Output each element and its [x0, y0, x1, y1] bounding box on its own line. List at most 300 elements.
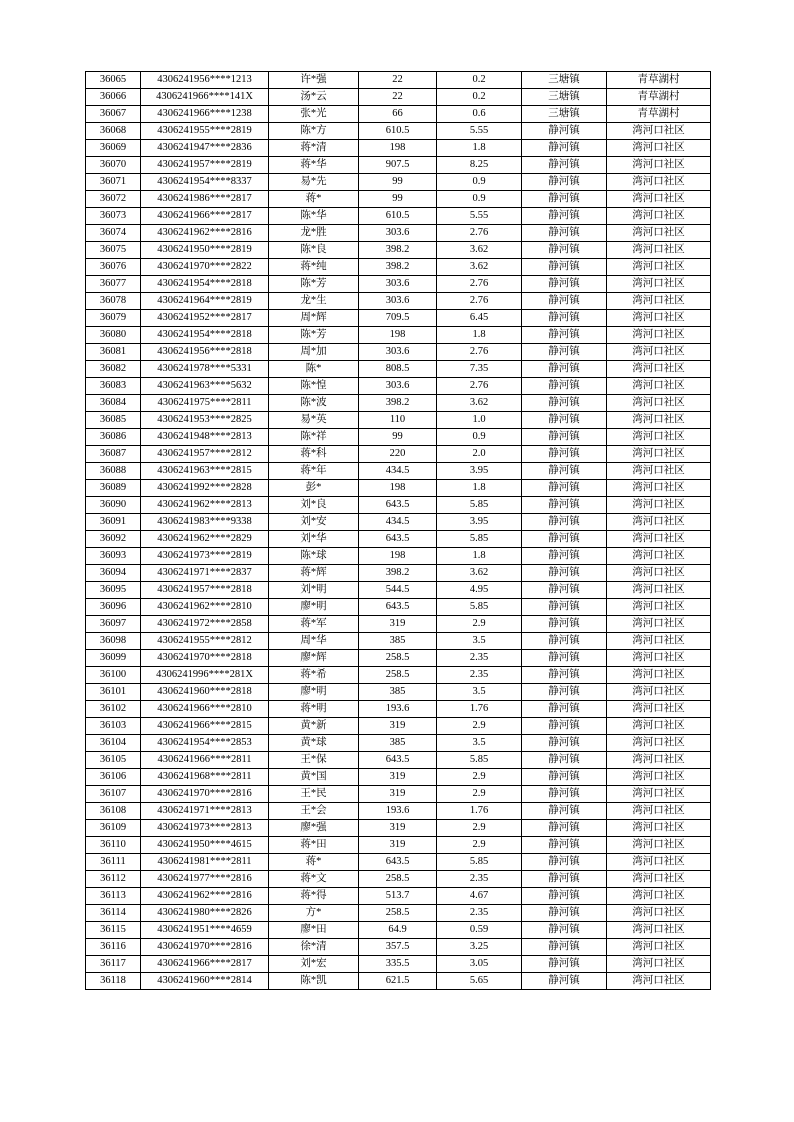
village-cell: 湾河口社区	[607, 956, 711, 973]
village-cell: 青草湖村	[607, 89, 711, 106]
name-cell: 许*强	[269, 72, 359, 89]
table-row	[86, 633, 711, 650]
name-cell: 张*光	[269, 106, 359, 123]
amount-cell: 385	[359, 684, 437, 701]
subsidy-cell: 4.67	[437, 888, 522, 905]
table-row	[86, 837, 711, 854]
seq-cell: 36065	[86, 72, 141, 89]
subsidy-cell: 1.8	[437, 480, 522, 497]
seq-cell: 36096	[86, 599, 141, 616]
amount-cell: 398.2	[359, 242, 437, 259]
name-cell: 蒋*科	[269, 446, 359, 463]
table-row	[86, 650, 711, 667]
subsidy-cell: 2.35	[437, 905, 522, 922]
seq-cell: 36068	[86, 123, 141, 140]
amount-cell: 319	[359, 820, 437, 837]
village-cell: 湾河口社区	[607, 259, 711, 276]
id-number-cell: 4306241966****2817	[141, 956, 269, 973]
subsidy-cell: 0.9	[437, 174, 522, 191]
subsidy-cell: 0.9	[437, 191, 522, 208]
village-cell: 湾河口社区	[607, 293, 711, 310]
table-row	[86, 582, 711, 599]
id-number-cell: 4306241957****2819	[141, 157, 269, 174]
name-cell: 周*华	[269, 633, 359, 650]
seq-cell: 36112	[86, 871, 141, 888]
id-number-cell: 4306241966****141X	[141, 89, 269, 106]
town-cell: 静河镇	[522, 446, 607, 463]
name-cell: 陈*凯	[269, 973, 359, 990]
name-cell: 黄*国	[269, 769, 359, 786]
seq-cell: 36107	[86, 786, 141, 803]
subsidy-cell: 0.6	[437, 106, 522, 123]
amount-cell: 643.5	[359, 752, 437, 769]
subsidy-cell: 5.85	[437, 531, 522, 548]
table-row	[86, 395, 711, 412]
town-cell: 静河镇	[522, 225, 607, 242]
seq-cell: 36075	[86, 242, 141, 259]
town-cell: 静河镇	[522, 939, 607, 956]
town-cell: 静河镇	[522, 650, 607, 667]
amount-cell: 610.5	[359, 208, 437, 225]
name-cell: 蒋*年	[269, 463, 359, 480]
subsidy-cell: 2.9	[437, 786, 522, 803]
amount-cell: 319	[359, 769, 437, 786]
town-cell: 静河镇	[522, 599, 607, 616]
table-row	[86, 854, 711, 871]
amount-cell: 193.6	[359, 701, 437, 718]
village-cell: 湾河口社区	[607, 565, 711, 582]
name-cell: 汤*云	[269, 89, 359, 106]
table-row	[86, 276, 711, 293]
table-row	[86, 667, 711, 684]
amount-cell: 398.2	[359, 565, 437, 582]
town-cell: 静河镇	[522, 191, 607, 208]
seq-cell: 36104	[86, 735, 141, 752]
amount-cell: 434.5	[359, 514, 437, 531]
table-row	[86, 820, 711, 837]
amount-cell: 258.5	[359, 905, 437, 922]
id-number-cell: 4306241963****2815	[141, 463, 269, 480]
subsidy-cell: 2.9	[437, 616, 522, 633]
subsidy-cell: 3.95	[437, 463, 522, 480]
town-cell: 静河镇	[522, 735, 607, 752]
table-row	[86, 888, 711, 905]
subsidy-cell: 0.9	[437, 429, 522, 446]
id-number-cell: 4306241966****2811	[141, 752, 269, 769]
village-cell: 湾河口社区	[607, 531, 711, 548]
village-cell: 湾河口社区	[607, 803, 711, 820]
name-cell: 周*辉	[269, 310, 359, 327]
village-cell: 湾河口社区	[607, 701, 711, 718]
table-row	[86, 174, 711, 191]
id-number-cell: 4306241955****2812	[141, 633, 269, 650]
subsidy-cell: 7.35	[437, 361, 522, 378]
village-cell: 湾河口社区	[607, 871, 711, 888]
village-cell: 湾河口社区	[607, 429, 711, 446]
subsidy-cell: 3.5	[437, 735, 522, 752]
village-cell: 湾河口社区	[607, 157, 711, 174]
town-cell: 静河镇	[522, 786, 607, 803]
amount-cell: 64.9	[359, 922, 437, 939]
table-row	[86, 786, 711, 803]
id-number-cell: 4306241956****2818	[141, 344, 269, 361]
amount-cell: 385	[359, 735, 437, 752]
amount-cell: 220	[359, 446, 437, 463]
village-cell: 湾河口社区	[607, 599, 711, 616]
subsidy-cell: 3.62	[437, 259, 522, 276]
village-cell: 湾河口社区	[607, 854, 711, 871]
id-number-cell: 4306241966****1238	[141, 106, 269, 123]
table-row	[86, 480, 711, 497]
village-cell: 湾河口社区	[607, 786, 711, 803]
amount-cell: 621.5	[359, 973, 437, 990]
town-cell: 静河镇	[522, 497, 607, 514]
table-row	[86, 225, 711, 242]
town-cell: 静河镇	[522, 293, 607, 310]
name-cell: 陈*	[269, 361, 359, 378]
town-cell: 静河镇	[522, 752, 607, 769]
id-number-cell: 4306241953****2825	[141, 412, 269, 429]
seq-cell: 36086	[86, 429, 141, 446]
subsidy-cell: 5.85	[437, 752, 522, 769]
id-number-cell: 4306241957****2812	[141, 446, 269, 463]
town-cell: 静河镇	[522, 633, 607, 650]
id-number-cell: 4306241972****2858	[141, 616, 269, 633]
town-cell: 静河镇	[522, 140, 607, 157]
village-cell: 湾河口社区	[607, 973, 711, 990]
name-cell: 刘*安	[269, 514, 359, 531]
table-row	[86, 72, 711, 89]
name-cell: 蒋*辉	[269, 565, 359, 582]
town-cell: 静河镇	[522, 327, 607, 344]
table-row	[86, 378, 711, 395]
name-cell: 蒋*纯	[269, 259, 359, 276]
amount-cell: 198	[359, 480, 437, 497]
name-cell: 彭*	[269, 480, 359, 497]
subsidy-cell: 0.59	[437, 922, 522, 939]
table-row	[86, 463, 711, 480]
amount-cell: 643.5	[359, 531, 437, 548]
town-cell: 静河镇	[522, 871, 607, 888]
name-cell: 陈*芳	[269, 276, 359, 293]
seq-cell: 36077	[86, 276, 141, 293]
name-cell: 蒋*田	[269, 837, 359, 854]
seq-cell: 36078	[86, 293, 141, 310]
table-row	[86, 361, 711, 378]
town-cell: 静河镇	[522, 565, 607, 582]
subsidy-cell: 3.62	[437, 242, 522, 259]
amount-cell: 198	[359, 140, 437, 157]
name-cell: 黄*新	[269, 718, 359, 735]
name-cell: 刘*宏	[269, 956, 359, 973]
town-cell: 静河镇	[522, 480, 607, 497]
id-number-cell: 4306241981****2811	[141, 854, 269, 871]
subsidy-cell: 0.2	[437, 72, 522, 89]
village-cell: 湾河口社区	[607, 344, 711, 361]
town-cell: 静河镇	[522, 514, 607, 531]
seq-cell: 36106	[86, 769, 141, 786]
seq-cell: 36100	[86, 667, 141, 684]
id-number-cell: 4306241970****2816	[141, 939, 269, 956]
seq-cell: 36097	[86, 616, 141, 633]
table-body	[86, 72, 711, 990]
id-number-cell: 4306241971****2837	[141, 565, 269, 582]
table-row	[86, 344, 711, 361]
amount-cell: 303.6	[359, 378, 437, 395]
table-row	[86, 922, 711, 939]
seq-cell: 36090	[86, 497, 141, 514]
amount-cell: 709.5	[359, 310, 437, 327]
id-number-cell: 4306241962****2813	[141, 497, 269, 514]
table-row	[86, 718, 711, 735]
amount-cell: 99	[359, 429, 437, 446]
village-cell: 湾河口社区	[607, 361, 711, 378]
village-cell: 湾河口社区	[607, 174, 711, 191]
amount-cell: 385	[359, 633, 437, 650]
town-cell: 静河镇	[522, 463, 607, 480]
town-cell: 静河镇	[522, 973, 607, 990]
seq-cell: 36110	[86, 837, 141, 854]
table-row	[86, 973, 711, 990]
town-cell: 静河镇	[522, 208, 607, 225]
name-cell: 陈*华	[269, 208, 359, 225]
village-cell: 湾河口社区	[607, 497, 711, 514]
name-cell: 廖*田	[269, 922, 359, 939]
table-row	[86, 327, 711, 344]
subsidy-cell: 1.8	[437, 140, 522, 157]
id-number-cell: 4306241962****2810	[141, 599, 269, 616]
subsidy-cell: 2.76	[437, 344, 522, 361]
seq-cell: 36111	[86, 854, 141, 871]
village-cell: 湾河口社区	[607, 905, 711, 922]
village-cell: 青草湖村	[607, 106, 711, 123]
id-number-cell: 4306241983****9338	[141, 514, 269, 531]
village-cell: 湾河口社区	[607, 514, 711, 531]
id-number-cell: 4306241978****5331	[141, 361, 269, 378]
town-cell: 静河镇	[522, 854, 607, 871]
town-cell: 静河镇	[522, 310, 607, 327]
subsidy-cell: 5.85	[437, 497, 522, 514]
name-cell: 王*民	[269, 786, 359, 803]
name-cell: 刘*明	[269, 582, 359, 599]
village-cell: 湾河口社区	[607, 769, 711, 786]
town-cell: 静河镇	[522, 837, 607, 854]
subsidy-cell: 3.5	[437, 633, 522, 650]
id-number-cell: 4306241996****281X	[141, 667, 269, 684]
town-cell: 静河镇	[522, 259, 607, 276]
seq-cell: 36118	[86, 973, 141, 990]
village-cell: 湾河口社区	[607, 191, 711, 208]
town-cell: 静河镇	[522, 684, 607, 701]
seq-cell: 36070	[86, 157, 141, 174]
village-cell: 湾河口社区	[607, 837, 711, 854]
name-cell: 龙*胜	[269, 225, 359, 242]
subsidy-cell: 8.25	[437, 157, 522, 174]
town-cell: 静河镇	[522, 616, 607, 633]
subsidy-cell: 3.62	[437, 395, 522, 412]
village-cell: 湾河口社区	[607, 395, 711, 412]
village-cell: 湾河口社区	[607, 735, 711, 752]
name-cell: 蒋*清	[269, 140, 359, 157]
table-row	[86, 956, 711, 973]
name-cell: 龙*生	[269, 293, 359, 310]
seq-cell: 36099	[86, 650, 141, 667]
subsidy-cell: 2.76	[437, 293, 522, 310]
id-number-cell: 4306241954****2818	[141, 276, 269, 293]
town-cell: 静河镇	[522, 276, 607, 293]
seq-cell: 36091	[86, 514, 141, 531]
name-cell: 陈*惶	[269, 378, 359, 395]
town-cell: 静河镇	[522, 395, 607, 412]
seq-cell: 36085	[86, 412, 141, 429]
seq-cell: 36092	[86, 531, 141, 548]
amount-cell: 303.6	[359, 293, 437, 310]
amount-cell: 335.5	[359, 956, 437, 973]
town-cell: 静河镇	[522, 123, 607, 140]
id-number-cell: 4306241948****2813	[141, 429, 269, 446]
amount-cell: 398.2	[359, 259, 437, 276]
town-cell: 静河镇	[522, 956, 607, 973]
village-cell: 湾河口社区	[607, 327, 711, 344]
id-number-cell: 4306241964****2819	[141, 293, 269, 310]
town-cell: 静河镇	[522, 412, 607, 429]
town-cell: 静河镇	[522, 344, 607, 361]
amount-cell: 319	[359, 837, 437, 854]
id-number-cell: 4306241954****2853	[141, 735, 269, 752]
amount-cell: 319	[359, 786, 437, 803]
id-number-cell: 4306241962****2816	[141, 225, 269, 242]
seq-cell: 36089	[86, 480, 141, 497]
name-cell: 王*会	[269, 803, 359, 820]
subsidy-cell: 3.25	[437, 939, 522, 956]
village-cell: 湾河口社区	[607, 718, 711, 735]
id-number-cell: 4306241966****2815	[141, 718, 269, 735]
village-cell: 湾河口社区	[607, 650, 711, 667]
amount-cell: 544.5	[359, 582, 437, 599]
name-cell: 蒋*华	[269, 157, 359, 174]
subsidy-cell: 0.2	[437, 89, 522, 106]
village-cell: 湾河口社区	[607, 684, 711, 701]
seq-cell: 36074	[86, 225, 141, 242]
name-cell: 刘*良	[269, 497, 359, 514]
table-row	[86, 106, 711, 123]
table-row	[86, 514, 711, 531]
name-cell: 蒋*明	[269, 701, 359, 718]
seq-cell: 36115	[86, 922, 141, 939]
village-cell: 湾河口社区	[607, 888, 711, 905]
subsidy-cell: 3.05	[437, 956, 522, 973]
amount-cell: 193.6	[359, 803, 437, 820]
table-row	[86, 803, 711, 820]
amount-cell: 198	[359, 548, 437, 565]
village-cell: 湾河口社区	[607, 310, 711, 327]
seq-cell: 36105	[86, 752, 141, 769]
town-cell: 静河镇	[522, 531, 607, 548]
name-cell: 陈*球	[269, 548, 359, 565]
amount-cell: 643.5	[359, 497, 437, 514]
town-cell: 静河镇	[522, 582, 607, 599]
village-cell: 湾河口社区	[607, 939, 711, 956]
subsidy-cell: 2.76	[437, 378, 522, 395]
subsidy-cell: 2.0	[437, 446, 522, 463]
seq-cell: 36095	[86, 582, 141, 599]
id-number-cell: 4306241973****2813	[141, 820, 269, 837]
name-cell: 易*先	[269, 174, 359, 191]
village-cell: 湾河口社区	[607, 242, 711, 259]
amount-cell: 610.5	[359, 123, 437, 140]
amount-cell: 303.6	[359, 225, 437, 242]
name-cell: 蒋*军	[269, 616, 359, 633]
subsidy-cell: 5.55	[437, 123, 522, 140]
name-cell: 王*保	[269, 752, 359, 769]
village-cell: 湾河口社区	[607, 225, 711, 242]
subsidy-cell: 2.9	[437, 718, 522, 735]
subsidy-cell: 6.45	[437, 310, 522, 327]
id-number-cell: 4306241970****2822	[141, 259, 269, 276]
table-row	[86, 684, 711, 701]
id-number-cell: 4306241950****4615	[141, 837, 269, 854]
amount-cell: 198	[359, 327, 437, 344]
town-cell: 静河镇	[522, 769, 607, 786]
id-number-cell: 4306241960****2818	[141, 684, 269, 701]
amount-cell: 643.5	[359, 599, 437, 616]
id-number-cell: 4306241957****2818	[141, 582, 269, 599]
seq-cell: 36076	[86, 259, 141, 276]
table-row	[86, 871, 711, 888]
subsidy-cell: 3.95	[437, 514, 522, 531]
town-cell: 三塘镇	[522, 72, 607, 89]
amount-cell: 808.5	[359, 361, 437, 378]
amount-cell: 99	[359, 191, 437, 208]
table-row	[86, 123, 711, 140]
name-cell: 陈*芳	[269, 327, 359, 344]
id-number-cell: 4306241968****2811	[141, 769, 269, 786]
seq-cell: 36114	[86, 905, 141, 922]
seq-cell: 36116	[86, 939, 141, 956]
id-number-cell: 4306241970****2818	[141, 650, 269, 667]
village-cell: 湾河口社区	[607, 378, 711, 395]
name-cell: 刘*华	[269, 531, 359, 548]
town-cell: 静河镇	[522, 157, 607, 174]
town-cell: 静河镇	[522, 820, 607, 837]
id-number-cell: 4306241971****2813	[141, 803, 269, 820]
name-cell: 蒋*	[269, 191, 359, 208]
subsidy-cell: 2.9	[437, 837, 522, 854]
table-row	[86, 497, 711, 514]
table-row	[86, 752, 711, 769]
subsidy-cell: 4.95	[437, 582, 522, 599]
seq-cell: 36094	[86, 565, 141, 582]
seq-cell: 36083	[86, 378, 141, 395]
id-number-cell: 4306241970****2816	[141, 786, 269, 803]
village-cell: 湾河口社区	[607, 463, 711, 480]
id-number-cell: 4306241986****2817	[141, 191, 269, 208]
amount-cell: 258.5	[359, 667, 437, 684]
seq-cell: 36113	[86, 888, 141, 905]
seq-cell: 36067	[86, 106, 141, 123]
village-cell: 湾河口社区	[607, 820, 711, 837]
id-number-cell: 4306241951****4659	[141, 922, 269, 939]
subsidy-cell: 2.35	[437, 667, 522, 684]
village-cell: 湾河口社区	[607, 208, 711, 225]
table-row	[86, 599, 711, 616]
village-cell: 湾河口社区	[607, 123, 711, 140]
town-cell: 静河镇	[522, 922, 607, 939]
town-cell: 静河镇	[522, 718, 607, 735]
id-number-cell: 4306241975****2811	[141, 395, 269, 412]
table-row	[86, 191, 711, 208]
name-cell: 陈*祥	[269, 429, 359, 446]
